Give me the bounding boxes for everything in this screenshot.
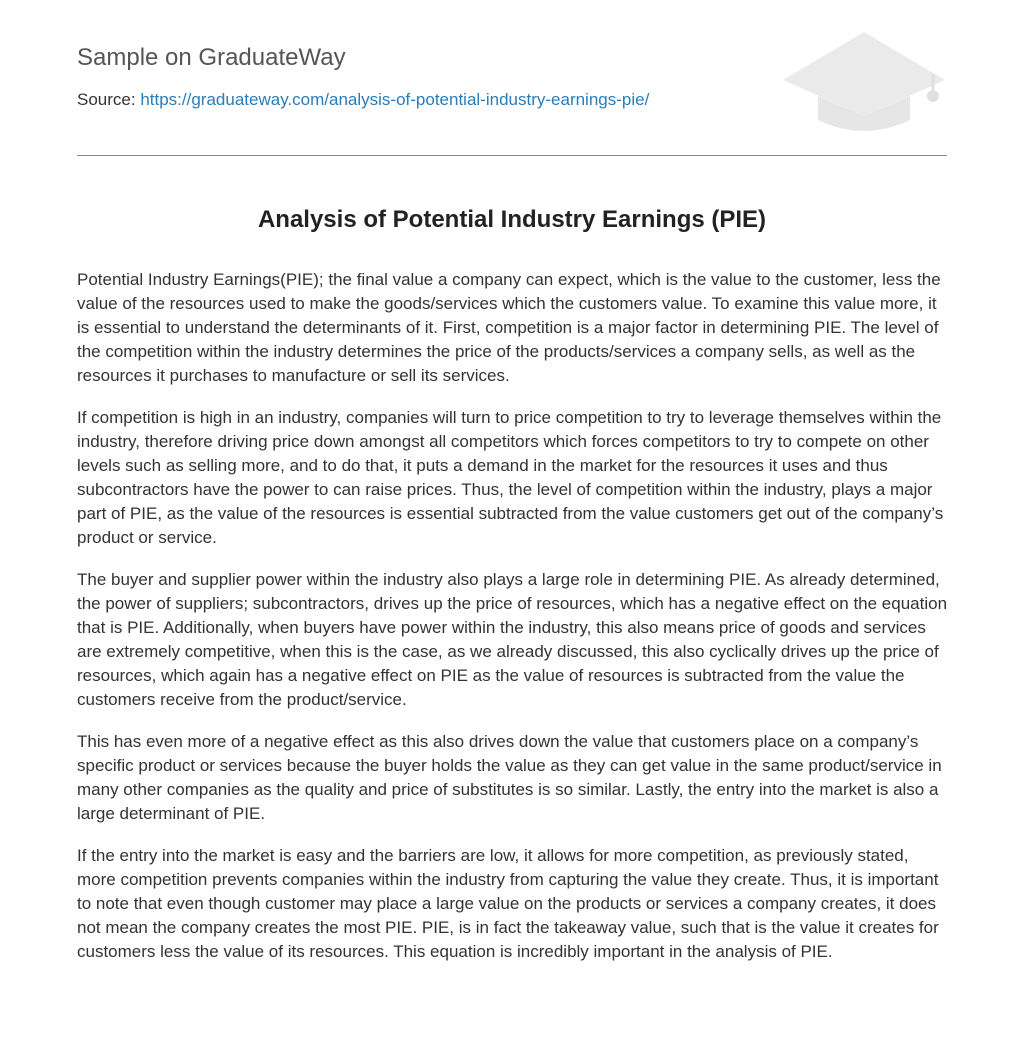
graduation-cap-icon	[780, 30, 948, 134]
source-link[interactable]: https://graduateway.com/analysis-of-potential-industry-earnings-pie/	[140, 90, 650, 109]
article-body	[77, 268, 949, 982]
source-label: Source:	[77, 90, 136, 109]
article-paragraph: This has even more of a negative effect as this also drives down the value that customers place on a company’s specific product or services because the buyer holds the value as they can get value in the same product/service in many other companies as the quality and price of substitutes is so similar. Lastly, the entry into the market is also a large determinant of PIE.	[77, 732, 942, 823]
source-line	[77, 90, 649, 110]
header-divider	[77, 155, 947, 156]
site-brand: Sample on GraduateWay	[77, 44, 346, 71]
article-title: Analysis of Potential Industry Earnings (PIE)	[257, 206, 767, 233]
article-paragraph: If the entry into the market is easy and the barriers are low, it allows for more competition, as previously stated, more competition prevents companies within the industry from capturing the value they create. Thus, it is important to note that even though customer may place a large value on the products or services a company creates, it does not mean the company creates the most PIE. PIE, is in fact the takeaway value, such that is the value it creates for customers less the value of its resources. This equation is incredibly important in the analysis of PIE.	[77, 846, 939, 961]
article-paragraph: The buyer and supplier power within the industry also plays a large role in determining PIE. As already determined, the power of suppliers; subcontractors, drives up the price of resources, which has a negative effect on the equation that is PIE. Additionally, when buyers have power within the industry, this also means price of goods and services are extremely competitive, when this is the case, as we already discussed, this also cyclically drives up the price of resources, which again has a negative effect on PIE as the value of resources is subtracted from the value the customers receive from the product/service.	[77, 570, 948, 709]
article-paragraph: If competition is high in an industry, companies will turn to price competition to try to leverage themselves within the industry, therefore driving price down amongst all competitors which forces competitors to try to compete on other levels such as selling more, and to do that, it puts a demand in the market for the resources it uses and thus subcontractors have the power to can raise prices. Thus, the level of competition within the industry, plays a major part of PIE, as the value of the resources is essential subtracted from the value customers get out of the company’s product or service.	[77, 408, 944, 547]
article-paragraph: Potential Industry Earnings(PIE); the final value a company can expect, which is the value to the customer, less the value of the resources used to make the goods/services which the customers value. To examine this value more, it is essential to understand the determinants of it. First, competition is a major factor in determining PIE. The level of the competition within the industry determines the price of the products/services a company sells, as well as the resources it purchases to manufacture or sell its services.	[77, 270, 941, 385]
page-header	[77, 0, 947, 156]
